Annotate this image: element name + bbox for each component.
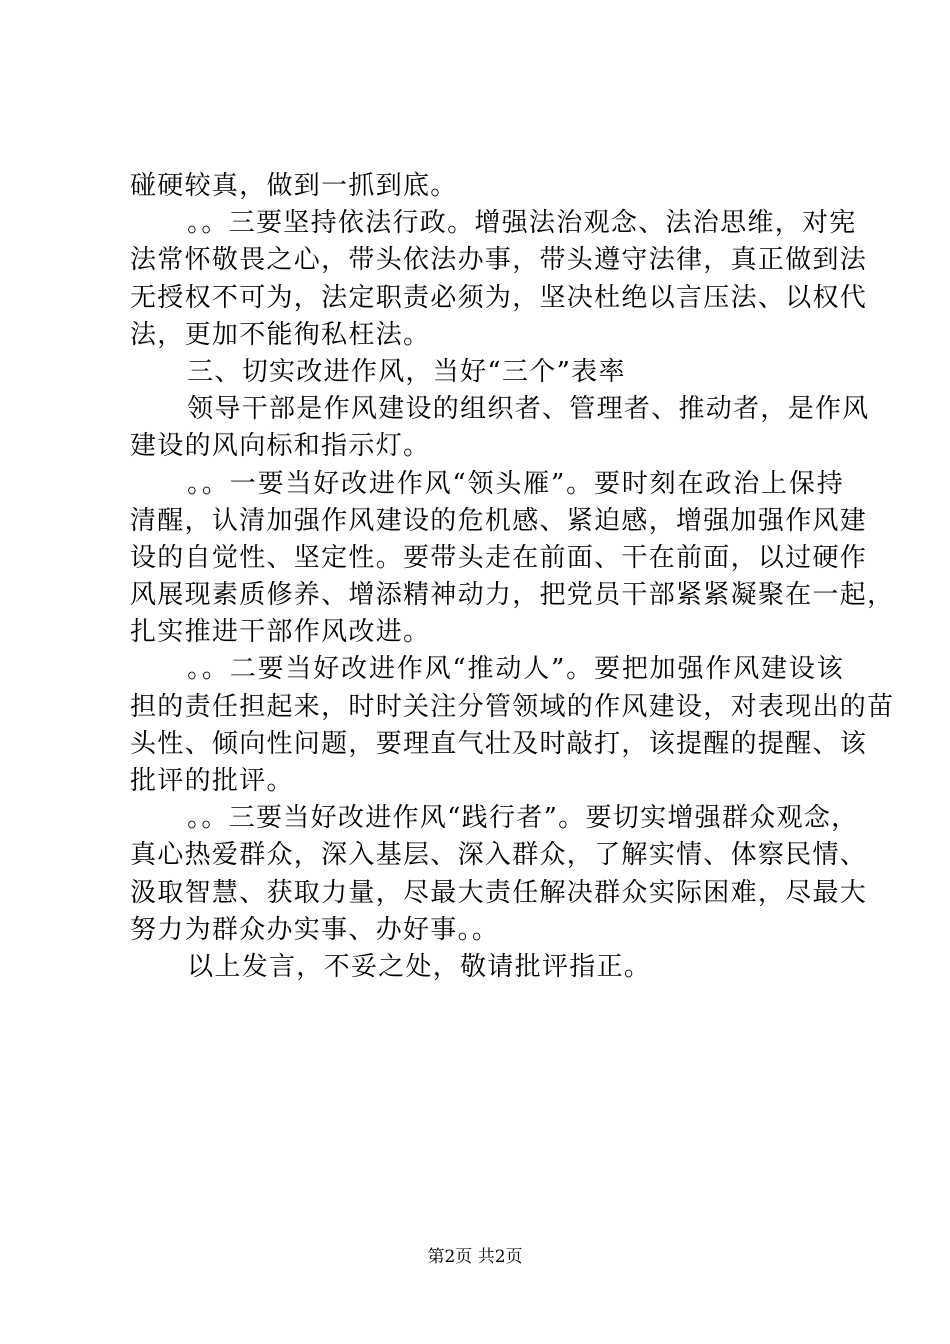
text-line: 。。二要当好改进作风“推动人”。要把加强作风建设该 bbox=[187, 654, 844, 685]
text-line: 清醒，认清加强作风建设的危机感、紧迫感，增强加强作风建 bbox=[130, 505, 868, 536]
text-line: 批评的批评。 bbox=[130, 766, 294, 796]
text-line: 设的自觉性、坚定性。要带头走在前面、干在前面，以过硬作 bbox=[130, 542, 868, 573]
text-line: 努力为群众办实事、办好事。。 bbox=[130, 914, 500, 945]
text-line: 头性、倾向性问题，要理直气壮及时敲打，该提醒的提醒、该 bbox=[130, 728, 868, 759]
text-line: 。。三要坚持依法行政。增强法治观念、法治思维，对宪 bbox=[187, 208, 857, 239]
text-line: 建设的风向标和指示灯。 bbox=[130, 431, 431, 462]
text-line: 三、切实改进作风，当好“三个”表率 bbox=[187, 356, 626, 387]
text-line: 风展现素质修养、增添精神动力，把党员干部紧紧凝聚在一起， bbox=[130, 580, 895, 611]
text-line: 领导干部是作风建设的组织者、管理者、推动者，是作风 bbox=[187, 394, 870, 425]
text-line: 担的责任担起来，时时关注分管领域的作风建设，对表现出的苗 bbox=[130, 691, 895, 722]
text-line: 真心热爱群众，深入基层、深入群众，了解实情、体察民情、 bbox=[130, 840, 868, 871]
text-line: 以上发言，不妥之处，敬请批评指正。 bbox=[187, 951, 652, 982]
text-line: 无授权不可为，法定职责必须为，坚决杜绝以言压法、以权代 bbox=[130, 282, 868, 313]
text-line: 法，更加不能徇私枉法。 bbox=[130, 319, 431, 350]
text-line: 。。一要当好改进作风“领头雁”。要时刻在政治上保持 bbox=[187, 468, 844, 499]
text-line: 汲取智慧、获取力量，尽最大责任解决群众实际困难，尽最大 bbox=[130, 877, 868, 908]
text-line: 法常怀敬畏之心，带头依法办事，带头遵守法律，真正做到法 bbox=[130, 245, 868, 276]
text-line: 碰硬较真，做到一抓到底。 bbox=[130, 171, 458, 201]
text-line: 。。三要当好改进作风“践行者”。要切实增强群众观念， bbox=[187, 803, 859, 834]
page-footer: 第2页 共2页 bbox=[427, 1247, 523, 1267]
text-line: 扎实推进干部作风改进。 bbox=[130, 617, 431, 648]
document-body bbox=[130, 168, 895, 986]
